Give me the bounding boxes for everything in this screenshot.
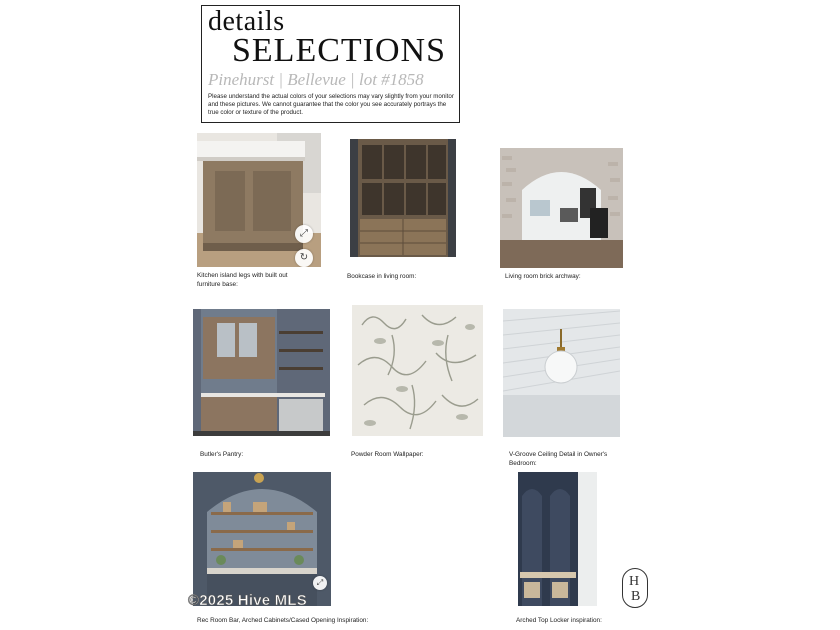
caption-kitchen-island: Kitchen island legs with built out furniture base: [197,272,288,288]
brick-archway-photo[interactable] [500,148,623,268]
caption-locker: Arched Top Locker inspiration: [516,617,602,624]
caption-brick-archway: Living room brick archway: [505,273,581,280]
disclaimer-note: Please understand the actual colors of your selections may vary slightly from your monitor and these pictures. We cannot guarantee that the color you see accurately portrays the true color or texture of the product. [208,93,454,116]
title-details: details [208,6,285,37]
locker-photo[interactable] [518,472,597,606]
mls-watermark: ©2025 Hive MLS [188,592,307,609]
svg-text:B: B [631,589,641,604]
caption-v-groove-ceiling: V-Groove Ceiling Detail in Owner's Bedroom: [509,451,608,467]
header-box [201,5,460,123]
bookcase-photo[interactable] [350,137,458,265]
subtitle-lot: Pinehurst | Bellevue | lot #1858 [208,70,424,89]
svg-text:H: H [629,574,640,589]
butlers-pantry-photo[interactable] [193,309,330,436]
hb-monogram-logo [622,568,648,608]
expand-icon-small[interactable]: ⤢ [313,576,327,590]
kitchen-island-photo[interactable] [197,133,321,267]
caption-bookcase: Bookcase in living room: [347,273,417,280]
caption-rec-room-bar: Rec Room Bar, Arched Cabinets/Cased Opening Inspiration: [197,617,369,624]
expand-icon[interactable]: ⤢ [295,225,313,243]
rotate-icon[interactable]: ↻ [295,249,313,267]
title-selections: SELECTIONS [232,32,446,69]
powder-room-wallpaper-photo[interactable] [352,305,483,436]
rec-room-bar-photo[interactable] [193,472,331,606]
v-groove-ceiling-photo[interactable] [503,309,620,437]
caption-powder-room-wallpaper: Powder Room Wallpaper: [351,451,424,458]
caption-butlers-pantry: Butler's Pantry: [200,451,244,458]
